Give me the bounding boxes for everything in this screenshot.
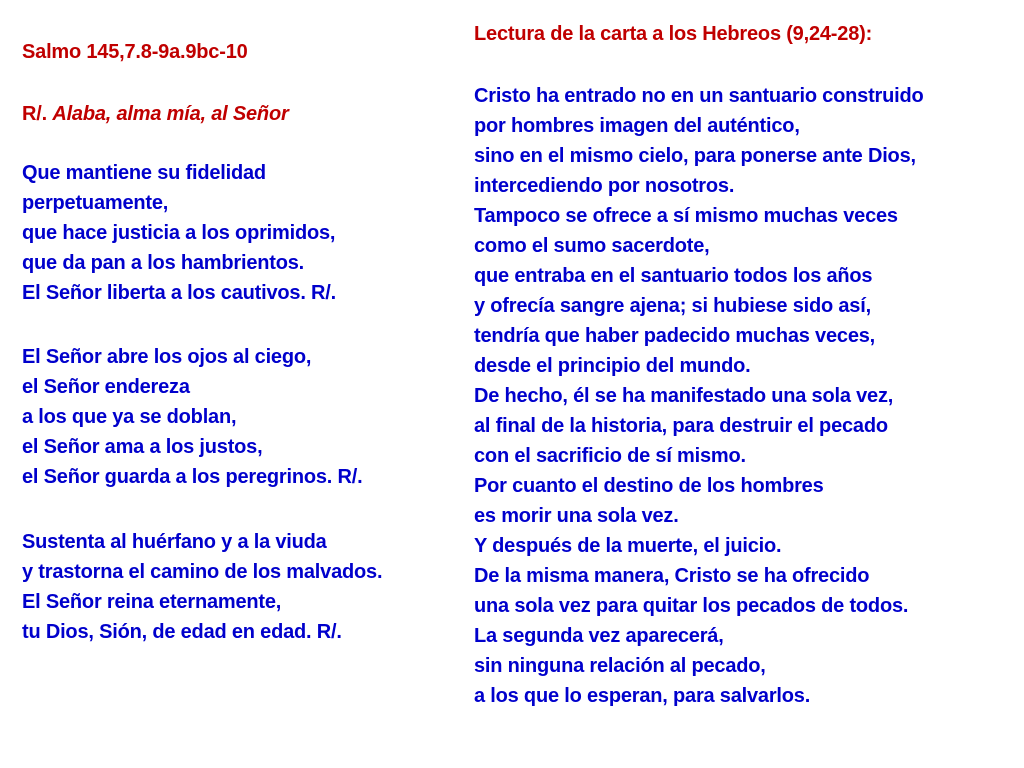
reading-line: desde el principio del mundo. <box>474 355 751 377</box>
stanza-line: el Señor guarda a los peregrinos. R/. <box>22 466 363 488</box>
stanza-line: Sustenta al huérfano y a la viuda <box>22 531 327 553</box>
reading-line: Cristo ha entrado no en un santuario construido <box>474 85 924 107</box>
stanza-line: a los que ya se doblan, <box>22 406 237 428</box>
psalm-stanza-3 <box>22 527 382 647</box>
reading-line: y ofrecía sangre ajena; si hubiese sido así, <box>474 295 871 317</box>
reading-title: Lectura de la carta a los Hebreos (9,24-28): <box>474 23 873 45</box>
reading-line: La segunda vez aparecerá, <box>474 625 724 647</box>
reading-line: al final de la historia, para destruir el pecado <box>474 415 888 437</box>
reading-line: Y después de la muerte, el juicio. <box>474 535 782 557</box>
stanza-line: El Señor liberta a los cautivos. R/. <box>22 282 337 304</box>
reading-line: Tampoco se ofrece a sí mismo muchas veces <box>474 205 898 227</box>
reading-line: intercediendo por nosotros. <box>474 175 735 197</box>
stanza-line: que da pan a los hambrientos. <box>22 252 305 274</box>
reading-line: una sola vez para quitar los pecados de todos. <box>474 595 909 617</box>
reading-line: De la misma manera, Cristo se ha ofrecido <box>474 565 870 587</box>
reading-line: es morir una sola vez. <box>474 505 679 527</box>
stanza-line: tu Dios, Sión, de edad en edad. R/. <box>22 621 342 643</box>
stanza-line: y trastorna el camino de los malvados. <box>22 561 383 583</box>
reading-line: tendría que haber padecido muchas veces, <box>474 325 876 347</box>
reading-line: que entraba en el santuario todos los años <box>474 265 873 287</box>
psalm-stanza-1 <box>22 158 336 308</box>
reading-line: por hombres imagen del auténtico, <box>474 115 800 137</box>
stanza-line: El Señor reina eternamente, <box>22 591 282 613</box>
reading-line: con el sacrificio de sí mismo. <box>474 445 746 467</box>
reading-line: sin ninguna relación al pecado, <box>474 655 766 677</box>
stanza-line: perpetuamente, <box>22 192 169 214</box>
reading-line: a los que lo esperan, para salvarlos. <box>474 685 811 707</box>
refrain-text: Alaba, alma mía, al Señor <box>52 103 289 125</box>
stanza-line: que hace justicia a los oprimidos, <box>22 222 336 244</box>
stanza-line: El Señor abre los ojos al ciego, <box>22 346 312 368</box>
psalm-stanza-2 <box>22 342 362 492</box>
reading-line: sino en el mismo cielo, para ponerse ante Dios, <box>474 145 916 167</box>
stanza-line: el Señor ama a los justos, <box>22 436 263 458</box>
psalm-title: Salmo 145,7.8-9a.9bc-10 <box>22 41 248 63</box>
reading-body <box>474 81 924 711</box>
stanza-line: Que mantiene su fidelidad <box>22 162 266 184</box>
stanza-line: el Señor endereza <box>22 376 190 398</box>
reading-line: Por cuanto el destino de los hombres <box>474 475 824 497</box>
psalm-refrain <box>22 99 289 129</box>
reading-line: De hecho, él se ha manifestado una sola vez, <box>474 385 894 407</box>
refrain-prefix: R/. <box>22 103 47 125</box>
reading-line: como el sumo sacerdote, <box>474 235 710 257</box>
